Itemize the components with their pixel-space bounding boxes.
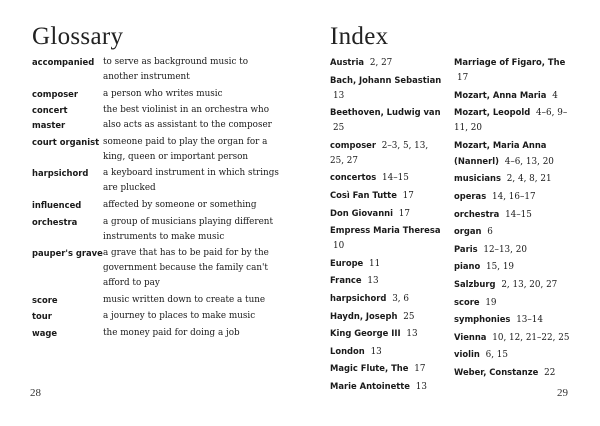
index-term: London bbox=[330, 345, 365, 356]
glossary-list bbox=[32, 55, 282, 343]
index-pages: 10, 12, 21–22, 25 bbox=[492, 332, 570, 343]
index-entry bbox=[454, 138, 574, 170]
index-entry bbox=[330, 291, 442, 307]
index-entry bbox=[454, 330, 574, 346]
index-term: violin bbox=[454, 349, 480, 360]
index-title: Index bbox=[330, 23, 389, 50]
index-entry bbox=[454, 55, 574, 86]
glossary-definition: the best violinist in an orchestra who also acts as assistant to the composer bbox=[103, 105, 272, 131]
glossary-definition: music written down to create a tune bbox=[103, 294, 266, 305]
index-term: Weber, Constanze bbox=[454, 366, 539, 377]
index-entry bbox=[330, 73, 442, 104]
index-entry bbox=[454, 171, 574, 187]
index-pages: 2, 4, 8, 21 bbox=[506, 174, 552, 185]
index-term: musicians bbox=[454, 173, 501, 184]
index-pages: 2–3, 5, 13, 25, 27 bbox=[330, 140, 429, 166]
index-pages: 14–15 bbox=[382, 173, 409, 184]
index-term: Empress Maria Theresa bbox=[330, 225, 441, 236]
glossary-term: score bbox=[32, 294, 58, 305]
index-pages: 13 bbox=[367, 276, 379, 287]
glossary-entry bbox=[32, 166, 282, 196]
glossary-definition: the money paid for doing a job bbox=[103, 327, 240, 338]
index-page bbox=[300, 0, 600, 426]
glossary-entry bbox=[32, 246, 282, 291]
glossary-term: orchestra bbox=[32, 216, 78, 227]
index-pages: 17 bbox=[414, 364, 426, 375]
glossary-term: tour bbox=[32, 311, 52, 322]
index-term: Don Giovanni bbox=[330, 207, 393, 218]
glossary-definition: to serve as background music to another instrument bbox=[103, 57, 248, 82]
glossary-definition: affected by someone or something bbox=[103, 199, 257, 210]
index-entry bbox=[454, 365, 574, 381]
index-pages: 4 bbox=[552, 90, 558, 101]
glossary-term: pauper's grave bbox=[32, 248, 103, 259]
index-entry bbox=[454, 224, 574, 240]
index-term: Così Fan Tutte bbox=[330, 189, 397, 200]
glossary-definition: a keyboard instrument in which strings are plucked bbox=[103, 168, 279, 194]
glossary-entry bbox=[32, 87, 282, 102]
index-entry bbox=[330, 379, 442, 395]
index-pages: 13 bbox=[415, 381, 427, 392]
index-pages: 17 bbox=[402, 190, 414, 201]
index-pages: 12–13, 20 bbox=[483, 244, 527, 255]
glossary-term: composer bbox=[32, 88, 78, 99]
glossary-entry bbox=[32, 326, 282, 341]
index-entry bbox=[454, 312, 574, 328]
glossary-entry bbox=[32, 135, 282, 165]
index-entry bbox=[454, 88, 574, 104]
index-entry bbox=[330, 105, 442, 136]
index-pages: 10 bbox=[333, 241, 345, 252]
index-term: Haydn, Joseph bbox=[330, 310, 398, 321]
index-term: composer bbox=[330, 139, 376, 150]
index-pages: 4–6, 13, 20 bbox=[504, 156, 554, 167]
index-entry bbox=[454, 347, 574, 363]
index-entry bbox=[330, 170, 442, 186]
index-entry bbox=[330, 138, 442, 169]
index-entry bbox=[454, 207, 574, 223]
glossary-entry bbox=[32, 55, 282, 85]
index-pages: 11 bbox=[369, 258, 381, 269]
index-pages: 17 bbox=[457, 73, 469, 83]
index-pages: 22 bbox=[544, 367, 556, 378]
index-entry bbox=[330, 361, 442, 377]
glossary-title: Glossary bbox=[32, 23, 124, 50]
glossary-entry bbox=[32, 198, 282, 213]
glossary-term: influenced bbox=[32, 199, 82, 210]
index-term: Marie Antoinette bbox=[330, 380, 410, 391]
glossary-entry bbox=[32, 103, 282, 133]
index-term: orchestra bbox=[454, 208, 500, 219]
index-pages: 15, 19 bbox=[486, 262, 515, 273]
index-term: operas bbox=[454, 190, 487, 201]
index-term: concertos bbox=[330, 172, 377, 183]
index-term: harpsichord bbox=[330, 292, 387, 303]
index-pages: 14–15 bbox=[505, 209, 532, 220]
index-term: Bach, Johann Sebastian bbox=[330, 74, 442, 85]
index-entry bbox=[330, 188, 442, 204]
index-term: Europe bbox=[330, 257, 364, 268]
glossary-entry bbox=[32, 309, 282, 324]
index-pages: 14, 16–17 bbox=[492, 191, 536, 202]
index-pages: 25 bbox=[403, 311, 415, 322]
index-term: Salzburg bbox=[454, 278, 496, 289]
index-pages: 4–6, 9–11, 20 bbox=[454, 108, 568, 134]
index-entry bbox=[454, 242, 574, 258]
index-term: Marriage of Figaro, The bbox=[454, 57, 566, 67]
index-term: organ bbox=[454, 226, 482, 237]
index-entry bbox=[330, 344, 442, 360]
index-entry bbox=[330, 55, 442, 71]
index-entry bbox=[454, 105, 574, 136]
index-term: Beethoven, Ludwig van bbox=[330, 107, 441, 118]
index-term: score bbox=[454, 296, 480, 307]
index-pages: 13–14 bbox=[516, 315, 543, 326]
index-term: Mozart, Leopold bbox=[454, 107, 531, 118]
glossary-definition: a group of musicians playing different instruments to make music bbox=[103, 216, 273, 242]
index-term: Mozart, Anna Maria bbox=[454, 89, 547, 100]
index-pages: 13 bbox=[370, 346, 382, 357]
index-term: France bbox=[330, 275, 362, 286]
index-term: Mozart, Maria Anna (Nannerl) bbox=[454, 139, 547, 166]
glossary-term: wage bbox=[32, 327, 58, 338]
index-pages: 19 bbox=[485, 297, 497, 308]
index-entry bbox=[330, 309, 442, 325]
glossary-definition: someone paid to play the organ for a king, queen or important person bbox=[103, 136, 268, 162]
index-term: King George III bbox=[330, 328, 401, 339]
index-entry bbox=[454, 259, 574, 275]
index-entry bbox=[454, 189, 574, 205]
index-entry bbox=[454, 277, 574, 293]
glossary-term: court organist bbox=[32, 136, 100, 147]
glossary-entry bbox=[32, 215, 282, 245]
index-pages: 2, 13, 20, 27 bbox=[501, 279, 558, 290]
index-entry bbox=[330, 326, 442, 342]
glossary-term: harpsichord bbox=[32, 168, 89, 179]
index-pages: 13 bbox=[333, 90, 345, 101]
glossary-definition: a journey to places to make music bbox=[103, 311, 256, 322]
glossary-definition: a grave that has to be paid for by the government because the family can't afford to pay bbox=[103, 248, 269, 289]
index-pages: 13 bbox=[406, 329, 418, 340]
page-number-right: 29 bbox=[557, 387, 568, 399]
index-entry bbox=[454, 295, 574, 311]
index-entry bbox=[330, 256, 442, 272]
index-column-2 bbox=[454, 55, 574, 383]
index-pages: 2, 27 bbox=[369, 58, 393, 68]
index-term: Magic Flute, The bbox=[330, 363, 409, 374]
index-column-1 bbox=[330, 55, 442, 397]
index-pages: 3, 6 bbox=[392, 293, 409, 304]
index-term: symphonies bbox=[454, 314, 511, 325]
index-term: Paris bbox=[454, 243, 478, 254]
glossary-term: accompanied bbox=[32, 57, 95, 67]
index-entry bbox=[330, 206, 442, 222]
index-term: Vienna bbox=[454, 331, 487, 342]
index-term: piano bbox=[454, 261, 481, 272]
index-pages: 6, 15 bbox=[485, 350, 508, 361]
index-pages: 25 bbox=[333, 123, 345, 134]
glossary-term: concert master bbox=[32, 105, 68, 131]
page-number-left: 28 bbox=[30, 387, 41, 399]
index-pages: 17 bbox=[398, 208, 410, 219]
index-term: Austria bbox=[330, 57, 365, 67]
index-entry bbox=[330, 223, 442, 254]
glossary-definition: a person who writes music bbox=[103, 88, 223, 99]
glossary-entry bbox=[32, 293, 282, 308]
index-pages: 6 bbox=[487, 227, 493, 238]
index-entry bbox=[330, 273, 442, 289]
